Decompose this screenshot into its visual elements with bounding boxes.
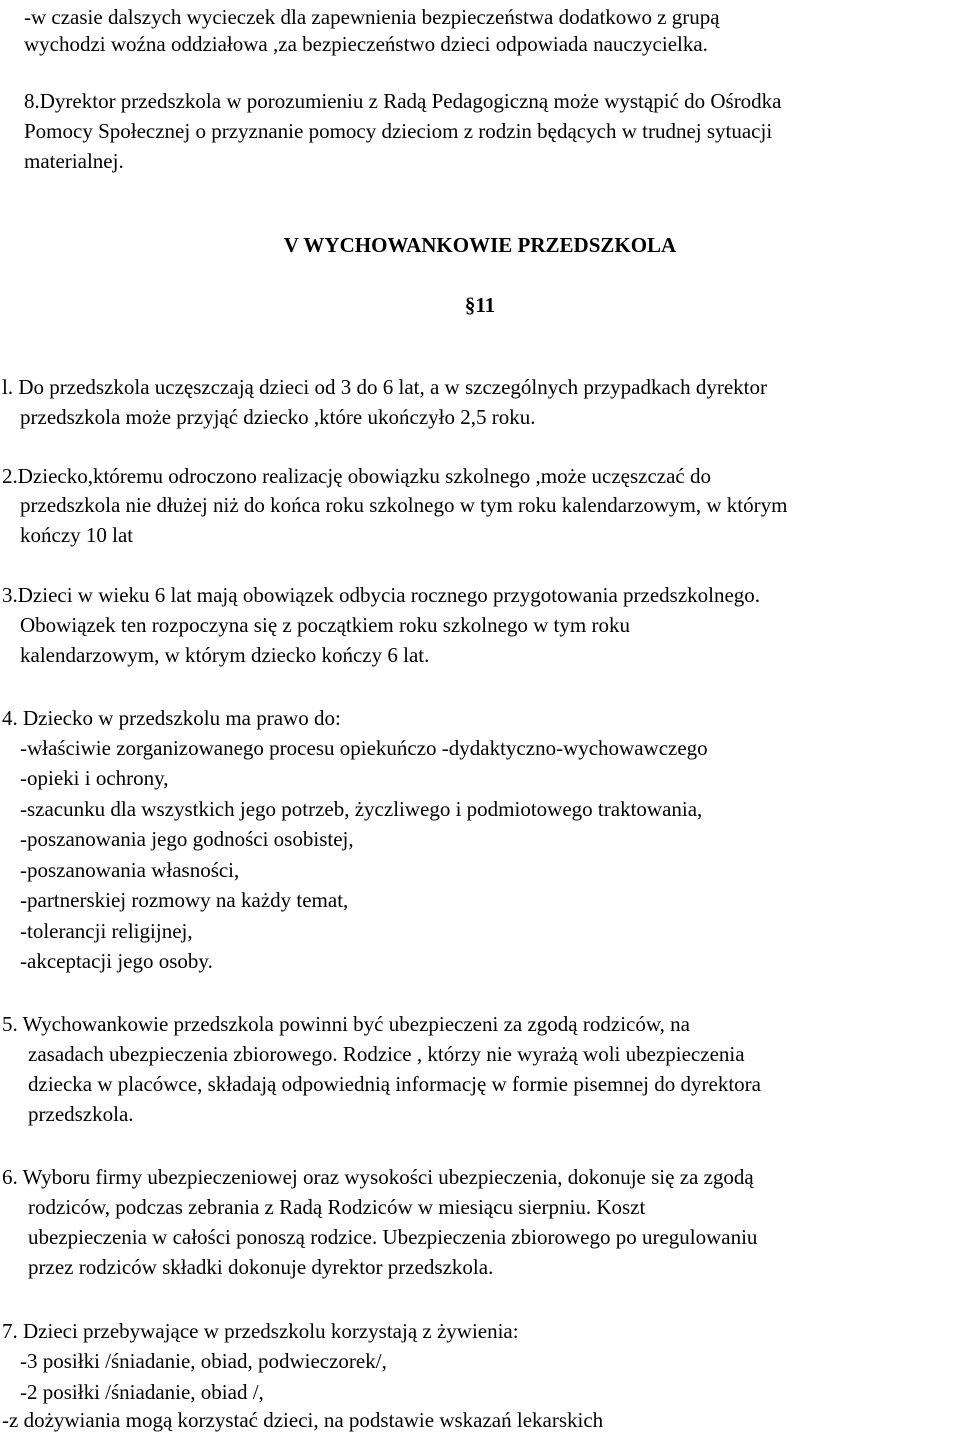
- item3-line-3: kalendarzowym, w którym dziecko kończy 6 lat.: [20, 643, 430, 667]
- item6-line-4: przez rodziców składki dokonuje dyrektor przedszkola.: [28, 1255, 494, 1279]
- item5-line-1: 5. Wychowankowie przedszkola powinni być ubezpieczeni za zgodą rodziców, na: [2, 1012, 690, 1036]
- item5-line-3: dziecka w placówce, składają odpowiednią informację w formie pisemnej do dyrektora: [28, 1072, 761, 1096]
- item2-line-3: kończy 10 lat: [20, 523, 134, 547]
- point8-line-1: 8.Dyrektor przedszkola w porozumieniu z Radą Pedagogiczną może wystąpić do Ośrodka: [24, 89, 782, 113]
- section-paragraph-number: §11: [464, 293, 496, 317]
- item7-line-2: -3 posiłki /śniadanie, obiad, podwieczorek/,: [20, 1349, 387, 1373]
- item4-right-4: -poszanowania jego godności osobistej,: [20, 827, 354, 851]
- item4-right-8: -akceptacji jego osoby.: [20, 949, 213, 973]
- item3-line-1: 3.Dzieci w wieku 6 lat mają obowiązek odbycia rocznego przygotowania przedszkolnego.: [2, 583, 761, 607]
- item7-line-3: -2 posiłki /śniadanie, obiad /,: [20, 1380, 264, 1404]
- item6-line-1: 6. Wyboru firmy ubezpieczeniowej oraz wysokości ubezpieczenia, dokonuje się za zgodą: [2, 1165, 754, 1189]
- item4-right-3: -szacunku dla wszystkich jego potrzeb, życzliwego i podmiotowego traktowania,: [20, 797, 703, 821]
- item2-line-1: 2.Dziecko,któremu odroczono realizację obowiązku szkolnego ,może uczęszczać do: [2, 464, 712, 488]
- item6-line-3: ubezpieczenia w całości ponoszą rodzice. Ubezpieczenia zbiorowego po uregulowaniu: [28, 1225, 758, 1249]
- item5-line-2: zasadach ubezpieczenia zbiorowego. Rodzice , którzy nie wyrażą woli ubezpieczenia: [28, 1042, 745, 1066]
- item4-right-2: -opieki i ochrony,: [20, 766, 169, 790]
- item3-line-2: Obowiązek ten rozpoczyna się z początkiem roku szkolnego w tym roku: [20, 613, 630, 637]
- point8-line-3: materialnej.: [24, 149, 124, 173]
- item4-right-7: -tolerancji religijnej,: [20, 919, 193, 943]
- item4-right-5: -poszanowania własności,: [20, 858, 240, 882]
- intro-line-2: wychodzi woźna oddziałowa ,za bezpieczeństwo dzieci odpowiada nauczycielka.: [24, 32, 708, 56]
- item4-right-6: -partnerskiej rozmowy na każdy temat,: [20, 888, 349, 912]
- item1-line-1: l. Do przedszkola uczęszczają dzieci od 3 do 6 lat, a w szczególnych przypadkach dyrektor: [2, 375, 767, 399]
- section-title: V WYCHOWANKOWIE PRZEDSZKOLA: [283, 233, 677, 257]
- item6-line-2: rodziców, podczas zebrania z Radą Rodziców w miesiącu sierpniu. Koszt: [28, 1195, 646, 1219]
- item1-line-2: przedszkola może przyjąć dziecko ,które ukończyło 2,5 roku.: [20, 405, 536, 429]
- item2-line-2: przedszkola nie dłużej niż do końca roku szkolnego w tym roku kalendarzowym, w którym: [20, 493, 788, 517]
- item7-line-1: 7. Dzieci przebywające w przedszkolu korzystają z żywienia:: [2, 1319, 519, 1343]
- item7-line-4: -z dożywiania mogą korzystać dzieci, na podstawie wskazań lekarskich: [2, 1408, 604, 1432]
- point8-line-2: Pomocy Społecznej o przyznanie pomocy dzieciom z rodzin będących w trudnej sytuacji: [24, 119, 773, 143]
- item4-line-1: 4. Dziecko w przedszkolu ma prawo do:: [2, 706, 341, 730]
- intro-line-1: -w czasie dalszych wycieczek dla zapewnienia bezpieczeństwa dodatkowo z grupą: [24, 5, 720, 29]
- item4-right-1: -właściwie zorganizowanego procesu opiekuńczo -dydaktyczno-wychowawczego: [20, 736, 708, 760]
- item5-line-4: przedszkola.: [28, 1102, 134, 1126]
